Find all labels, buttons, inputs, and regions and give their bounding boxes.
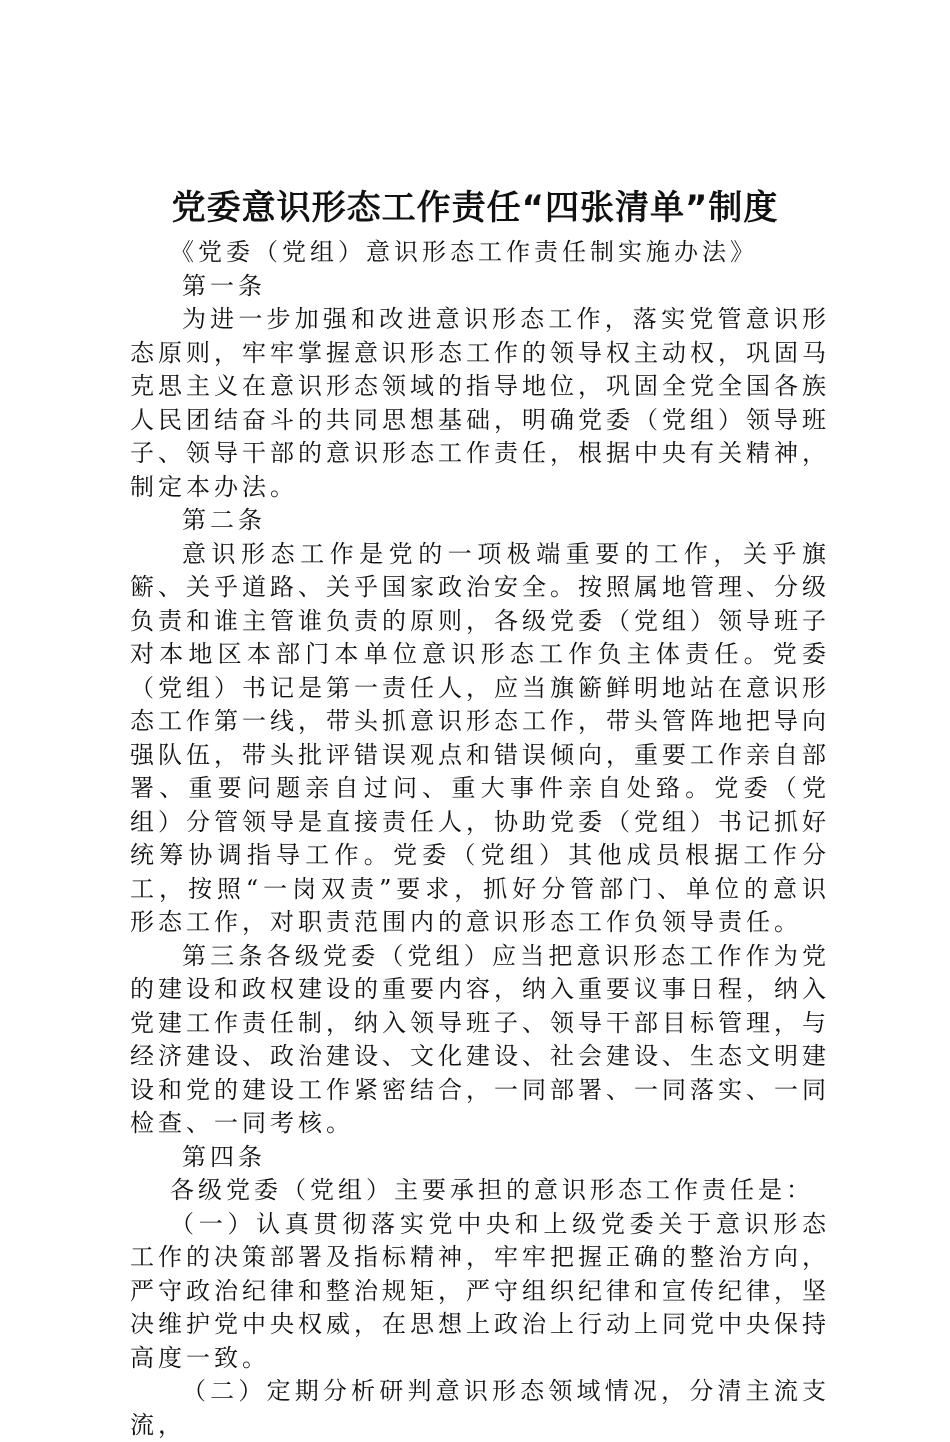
document-title: 党委意识形态工作责任“四张清单”制度 <box>171 188 779 228</box>
document-paragraph: 为进一步加强和改进意识形态工作，落实党管意识形态原则，牢牢掌握意识形态工作的领导权主动权，巩固马克思主义在意识形态领域的指导地位，巩固全党全国各族人民团结奋斗的共同思想基础，明确党委（党组）领导班子、领导干部的意识形态工作责任，根据中央有关精神，制定本办法。 <box>130 305 830 501</box>
document-paragraph: 各级党委（党组）主要承担的意识形态工作责任是： <box>170 1176 814 1204</box>
document-paragraph: 第四条 <box>182 1142 266 1171</box>
document-paragraph: 第一条 <box>182 271 266 300</box>
document-paragraph: （一）认真贯彻落实党中央和上级党委关于意识形态工作的决策部署及指标精神，牢牢把握正确的整治方向，严守政治纪律和整治规矩，严守组织纪律和宣传纪律，坚决维护党中央权威，在思想上政治上行动上同党中央保持高度一致。 <box>130 1209 830 1372</box>
document-paragraph: 第二条 <box>182 506 266 534</box>
document-paragraph: 第三条各级党委（党组）应当把意识形态工作作为党的建设和政权建设的重要内容，纳入重要议事日程，纳入党建工作责任制，纳入领导班子、领导干部目标管理，与经济建设、政治建设、文化建设、社会建设、生态文明建设和党的建设工作紧密结合，一同部署、一同落实、一同检查、一同考核。 <box>130 941 830 1137</box>
document-paragraph: 意识形态工作是党的一项极端重要的工作，关乎旗簖、关乎道路、关乎国家政治安全。按照属地管理、分级负责和谁主管谁负责的原则，各级党委（党组）领导班子对本地区本部门本单位意识形态工作负主体责任。党委（党组）书记是第一责任人，应当旗簖鲜明地站在意识形态工作第一线，带头抓意识形态工作，带头管阵地把导向强队伍，带头批评错误观点和错误倾向，重要工作亲自部署、重要问题亲自过问、重大事件亲自处臵。党委（党组）分管领导是直接责任人，协助党委（党组）书记抓好统筹协调指导工作。党委（党组）其他成员根据工作分工，按照“一岗双责”要求，抓好分管部门、单位的意识形态工作，对职责范围内的意识形态工作负领导责任。 <box>130 539 830 936</box>
document-body <box>130 236 830 1442</box>
document-paragraph: 《党委（党组）意识形态工作责任制实施办法》 <box>170 238 758 266</box>
document-paragraph: （二）定期分析研判意识形态领域情况，分清主流支流， <box>130 1377 830 1439</box>
